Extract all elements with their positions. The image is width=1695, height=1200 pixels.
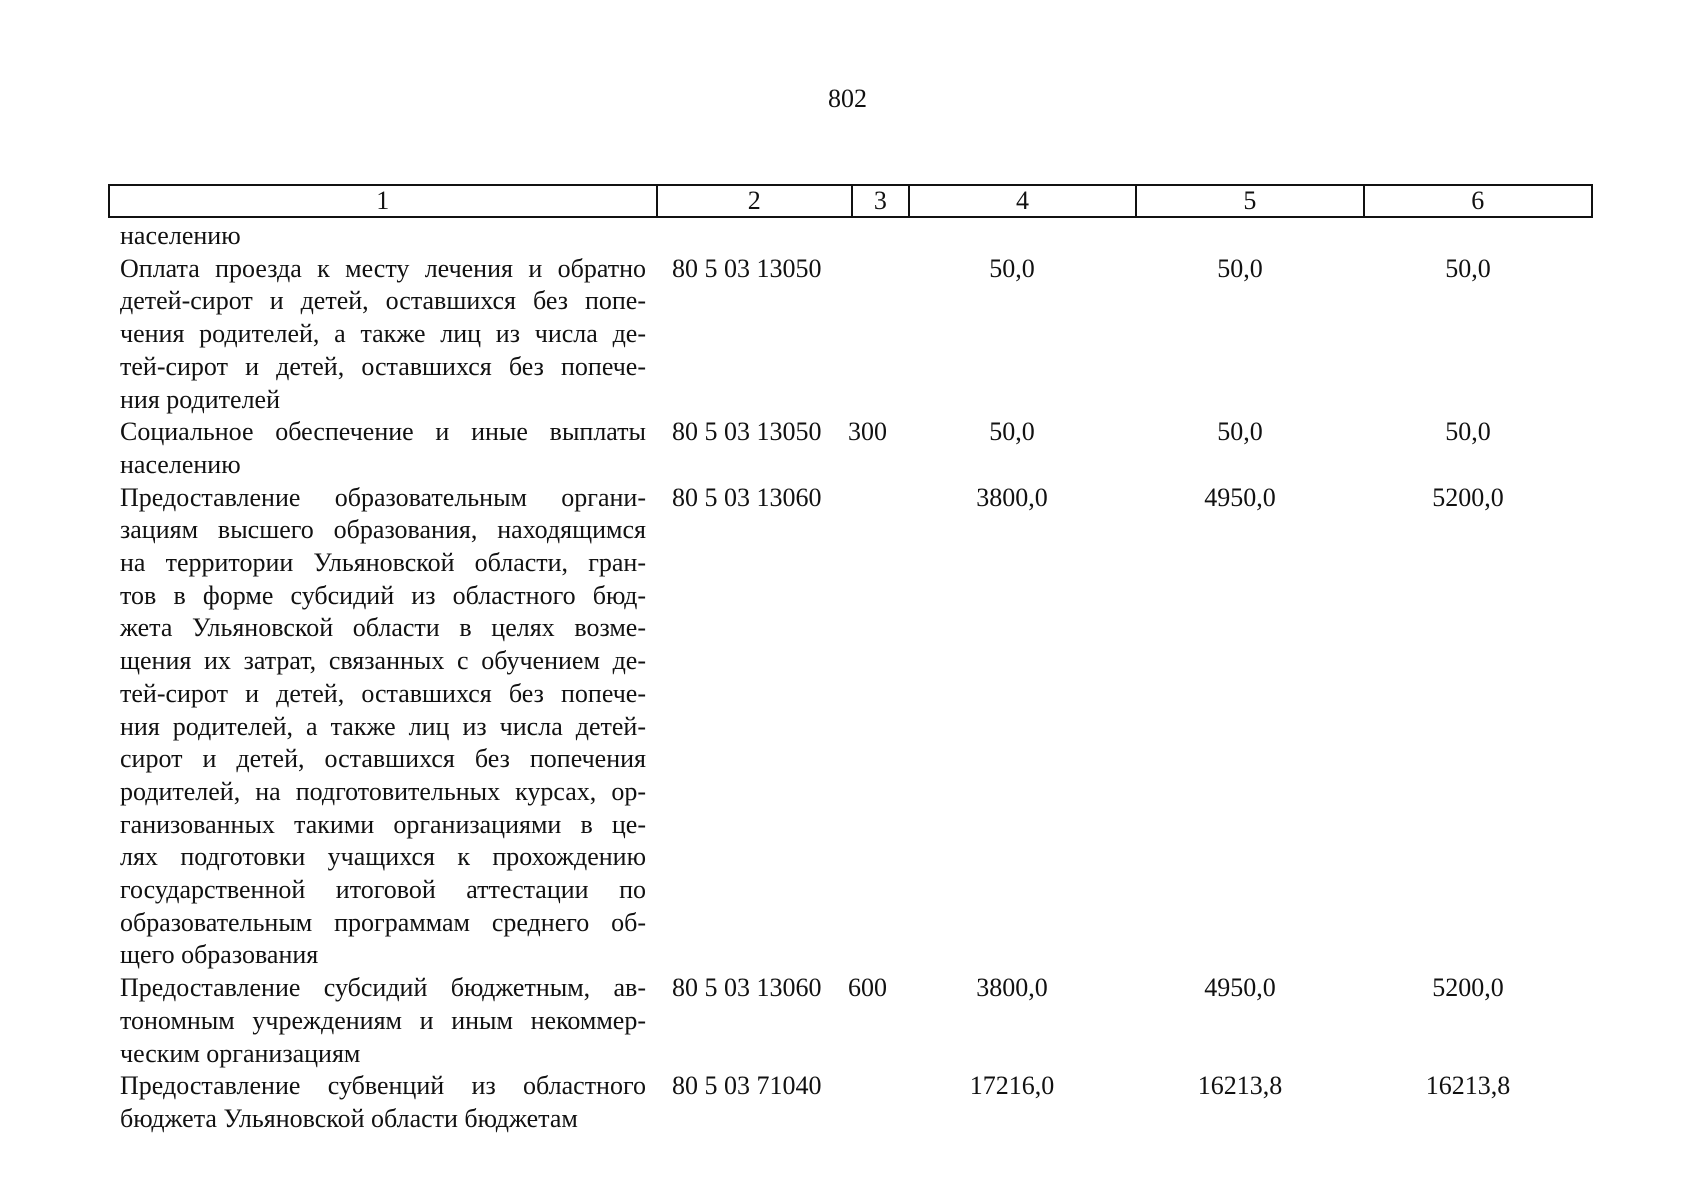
row-value-5: 16213,8: [1197, 1071, 1283, 1101]
row-name-line: зациям высшего образования, находящимся: [120, 515, 646, 545]
row-name-line: бюджета Ульяновской области бюджетам: [120, 1103, 578, 1133]
row-name-line: образовательным программам среднего об-: [120, 907, 646, 937]
header-cell-3: 3: [853, 186, 910, 216]
row-name-line: Предоставление субвенций из областного: [120, 1071, 646, 1101]
row-value-5: 4950,0: [1204, 973, 1276, 1003]
row-name: [120, 416, 646, 481]
row-code: 80 5 03 71040: [672, 1071, 822, 1101]
row-code: 80 5 03 13060: [672, 973, 822, 1003]
row-value-4: 3800,0: [976, 482, 1048, 512]
row-name-line: Социальное обеспечение и иные выплаты: [120, 417, 646, 447]
row-name: [120, 482, 646, 973]
header-cell-2: 2: [658, 186, 853, 216]
row-name-line: сирот и детей, оставшихся без попечения: [120, 744, 646, 774]
header-cell-4: 4: [910, 186, 1137, 216]
row-name-line: Предоставление субсидий бюджетным, ав-: [120, 973, 646, 1003]
table-row: [120, 253, 1590, 417]
row-name-line: Предоставление образовательным органи-: [120, 482, 646, 512]
row-name-line: Оплата проезда к месту лечения и обратно: [120, 253, 646, 283]
row-name-line: чения родителей, а также лиц из числа де-: [120, 319, 646, 349]
row-value-5: 50,0: [1217, 253, 1263, 283]
row-value-4: 50,0: [989, 253, 1035, 283]
table-header-row: [108, 184, 1593, 218]
row-name-line: ния родителей: [120, 384, 281, 414]
row-name-line: тей-сирот и детей, оставшихся без попече-: [120, 678, 646, 708]
row-value-5: 4950,0: [1204, 482, 1276, 512]
row-value-6: 5200,0: [1432, 482, 1504, 512]
row-name-line: населению: [120, 221, 241, 250]
row-name-line: жета Ульяновской области в целях возме-: [120, 613, 646, 643]
header-cell-5: 5: [1137, 186, 1364, 216]
row-code: 80 5 03 13050: [672, 253, 822, 283]
row-value-4: 17216,0: [969, 1071, 1055, 1101]
row-name: [120, 220, 646, 253]
table-row: [120, 972, 1590, 1070]
row-name-line: щего образования: [120, 940, 319, 970]
header-cell-1: 1: [110, 186, 658, 216]
row-value-4: 50,0: [989, 417, 1035, 447]
row-name-line: ганизованных такими организациями в це-: [120, 809, 646, 839]
row-name: [120, 253, 646, 417]
row-name-line: лях подготовки учащихся к прохождению: [120, 842, 646, 872]
row-value-5: 50,0: [1217, 417, 1263, 447]
row-value-6: 5200,0: [1432, 973, 1504, 1003]
row-name-line: населению: [120, 449, 241, 479]
row-name-line: щения их затрат, связанных с обучением де-: [120, 646, 646, 676]
row-value-6: 16213,8: [1425, 1071, 1511, 1101]
page-number: 802: [828, 84, 867, 113]
row-name-line: детей-сирот и детей, оставшихся без попе-: [120, 286, 646, 316]
row-name-line: государственной итоговой аттестации по: [120, 875, 646, 905]
row-value-6: 50,0: [1445, 253, 1491, 283]
row-expense-type: 600: [848, 973, 887, 1003]
row-name-line: на территории Ульяновской области, гран-: [120, 548, 646, 578]
row-name: [120, 972, 646, 1070]
table-row: [120, 1070, 1590, 1135]
row-expense-type: 300: [848, 417, 887, 447]
row-code: 80 5 03 13050: [672, 417, 822, 447]
row-value-6: 50,0: [1445, 417, 1491, 447]
row-code: 80 5 03 13060: [672, 482, 822, 512]
row-name-line: тономным учреждениям и иным некоммер-: [120, 1005, 646, 1035]
row-name-line: ния родителей, а также лиц из числа детей-: [120, 711, 646, 741]
table-body: [120, 220, 1590, 1136]
row-value-4: 3800,0: [976, 973, 1048, 1003]
table-row: [120, 416, 1590, 481]
row-name-line: тей-сирот и детей, оставшихся без попече-: [120, 351, 646, 381]
table-row: [120, 482, 1590, 973]
row-name-line: тов в форме субсидий из областного бюд-: [120, 580, 646, 610]
row-name: [120, 1070, 646, 1135]
row-name-line: родителей, на подготовительных курсах, ор-: [120, 776, 646, 806]
table-row: [120, 220, 1590, 253]
row-name-line: ческим организациям: [120, 1038, 361, 1068]
header-cell-6: 6: [1471, 186, 1485, 215]
